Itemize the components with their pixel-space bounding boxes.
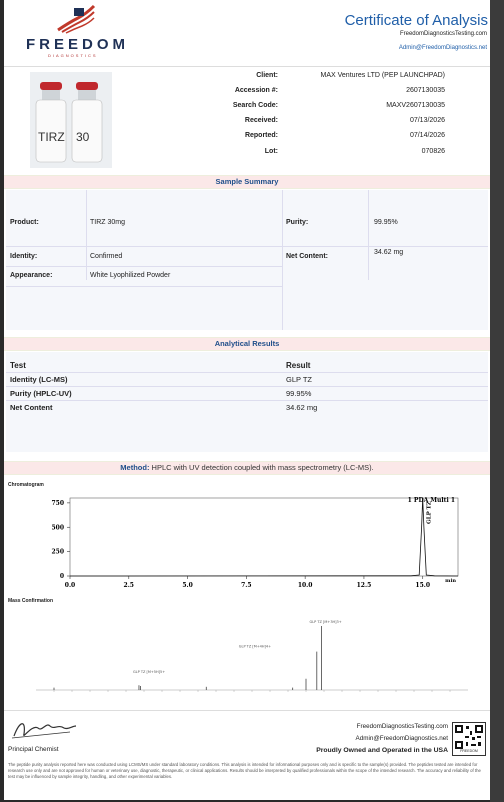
mass-confirmation-heading: Mass Confirmation <box>8 598 54 604</box>
x-tick-label: 0.0 <box>64 582 76 589</box>
info-value: 07/13/2026 <box>409 117 445 124</box>
x-tick-label: 7.5 <box>241 582 252 589</box>
test-name: Net Content <box>10 403 53 412</box>
footer-tagline: Proudly Owned and Operated in the USA <box>316 747 448 754</box>
legend-label: 1 PDA Multi 1 <box>407 497 455 504</box>
flag-logo-icon <box>56 4 96 34</box>
test-result: 34.62 mg <box>286 403 318 412</box>
y-tick-label: 750 <box>51 499 64 507</box>
divider <box>6 286 282 287</box>
vial-label-a: TIRZ <box>38 130 65 144</box>
divider <box>6 386 488 387</box>
divider <box>6 246 488 247</box>
info-row <box>4 72 490 82</box>
header-site-link[interactable]: FreedomDiagnosticsTesting.com <box>399 31 487 37</box>
certificate-document <box>4 0 490 800</box>
info-value: 07/14/2026 <box>409 132 445 139</box>
x-unit-label: min <box>445 578 456 584</box>
info-row <box>4 117 490 127</box>
divider <box>6 266 282 267</box>
test-result: GLP TZ <box>286 375 312 384</box>
purity-value: 99.95% <box>374 219 398 226</box>
info-row <box>4 87 490 97</box>
x-tick-label: 5.0 <box>182 582 193 589</box>
info-key: Accession #: <box>234 87 278 94</box>
info-value: MAXV2607130035 <box>386 102 445 109</box>
info-key: Received: <box>244 117 278 124</box>
footer-divider <box>4 710 490 711</box>
test-result: 99.95% <box>286 389 312 398</box>
info-row <box>4 132 490 142</box>
signature-image <box>10 716 80 742</box>
window-edge <box>490 0 504 802</box>
disclaimer-text: The peptide purity analysis reported here was conducted using LCMS/MS under standard laboratory conditions. This analysis is intended for informational purposes only and is specific to the sample(s) provided. The peptides tested are intended for research use only and are not approved for human or veterinary use, diagnostic, therapeutic, or clinical applications. Results should be interpreted by qualified professionals within the scope of the intended research. The accuracy and reliability of the test may be influenced by sample integrity, handling, and other experimental variables. <box>8 762 481 779</box>
analytical-results-heading: Analytical Results <box>4 337 490 351</box>
chromatogram-heading: Chromatogram <box>8 482 44 488</box>
net-content-label: Net Content: <box>286 253 328 260</box>
appearance-label: Appearance: <box>10 272 53 279</box>
x-tick-label: 2.5 <box>123 582 135 589</box>
divider <box>282 190 283 330</box>
qr-brand-label: FREEDOM <box>453 749 485 753</box>
x-tick-label: 12.5 <box>356 582 372 589</box>
x-tick-label: 15.0 <box>415 582 431 589</box>
appearance-value: White Lyophilized Powder <box>90 272 171 279</box>
info-key: Lot: <box>264 148 278 155</box>
method-text: HPLC with UV detection coupled with mass spectrometry (LC-MS). <box>151 463 374 472</box>
purity-label: Purity: <box>286 219 309 226</box>
chromatogram-chart <box>6 490 488 596</box>
identity-value: Confirmed <box>90 253 123 260</box>
brand-subtitle: DIAGNOSTICS <box>48 53 98 58</box>
info-row <box>4 148 490 158</box>
mass-spectrum-chart <box>6 606 488 706</box>
product-value: TIRZ 30mg <box>90 219 126 226</box>
principal-chemist-label: Principal Chemist <box>8 746 59 753</box>
column-header-result: Result <box>286 361 311 370</box>
plot-frame <box>70 498 458 576</box>
method-label: Method: <box>120 463 150 472</box>
info-value: 070826 <box>421 148 445 155</box>
info-key: Search Code: <box>232 102 278 109</box>
header-email-link[interactable]: Admin@FreedomDiagnostics.net <box>398 45 487 51</box>
x-tick-label: 10.0 <box>297 582 313 589</box>
peak-annotation: GLP TZ <box>426 501 433 524</box>
method-band <box>4 461 490 475</box>
brand-name: FREEDOM <box>26 36 129 53</box>
y-tick-label: 500 <box>51 524 64 532</box>
column-header-test: Test <box>10 361 26 370</box>
y-tick-label: 250 <box>51 548 64 556</box>
info-key: Reported: <box>244 132 278 139</box>
test-name: Identity (LC-MS) <box>10 375 68 384</box>
divider <box>6 372 488 373</box>
footer-site-link[interactable]: FreedomDiagnosticsTesting.com <box>356 723 448 730</box>
sample-summary-heading: Sample Summary <box>4 175 490 189</box>
test-name: Purity (HPLC-UV) <box>10 389 72 398</box>
info-key: Client: <box>256 72 278 79</box>
net-content-value: 34.62 mg <box>374 249 404 256</box>
analytical-results-table <box>6 352 488 452</box>
header-divider <box>4 66 490 67</box>
info-value: 2607130035 <box>406 87 445 94</box>
vial-label-b: 30 <box>76 130 90 144</box>
identity-label: Identity: <box>10 253 38 260</box>
page-title: Certificate of Analysis <box>344 12 488 29</box>
mass-peak-label: GLP TZ [M+4H]4+ <box>238 644 272 649</box>
mass-peak-label: GLP TZ [M+5H]5+ <box>132 670 166 675</box>
divider <box>6 400 488 401</box>
info-row <box>4 102 490 112</box>
divider <box>368 190 369 280</box>
header <box>4 0 490 66</box>
chromatogram-series-line <box>70 498 458 576</box>
y-tick-label: 0 <box>59 573 64 580</box>
mass-peak-label: GLP TZ [M+3H]3+ <box>309 620 342 624</box>
qr-code-icon[interactable] <box>452 722 486 756</box>
footer-email-link[interactable]: Admin@FreedomDiagnostics.net <box>355 735 448 742</box>
product-label: Product: <box>10 219 39 226</box>
info-value: MAX Ventures LTD (PEP LAUNCHPAD) <box>320 72 445 79</box>
sample-summary-grid <box>6 190 488 330</box>
